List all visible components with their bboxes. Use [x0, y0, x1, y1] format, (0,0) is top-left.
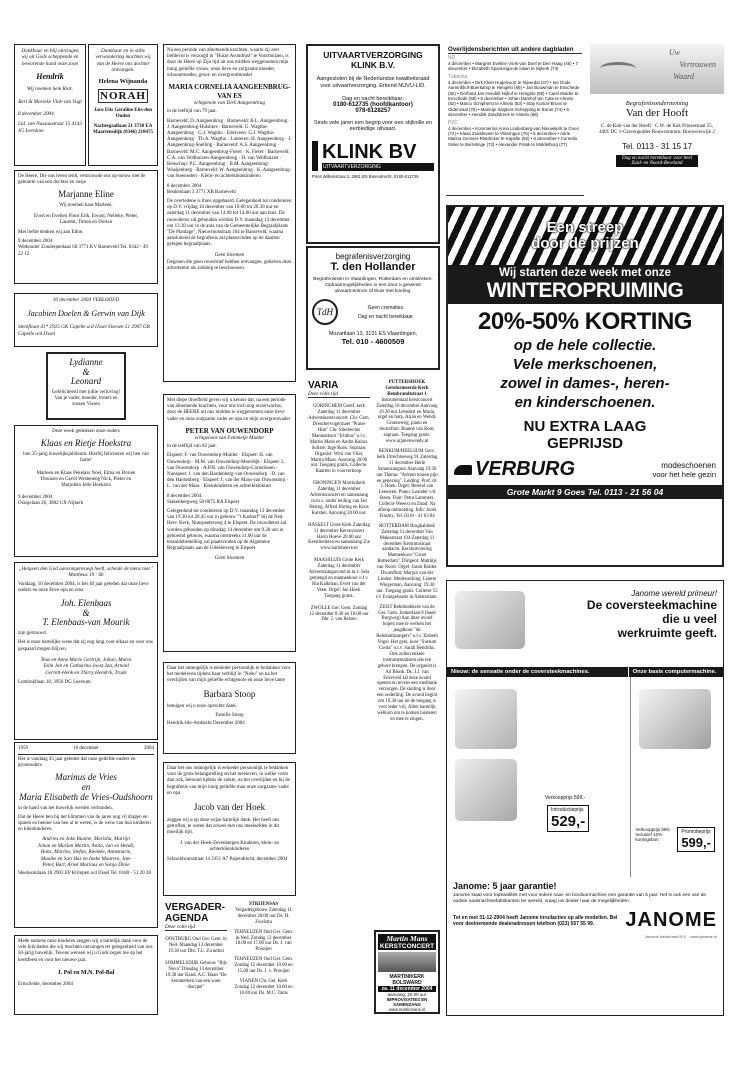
rotterdam-text: ROTTERDAM Brugkabinek Zaterdag 11 december Van Maleastraat 194 Zaterdag 11 december Kerstmusicaal aandacht. Kerstuitvoering Mannenkoor "Groot Rotterdam". Dirigent: Matthijs van Noort. Orgel: Jason Bolder. Dwarsfluit: Marjon van der Linden. Medewerking: Lisette Wiegerman. Aanvang: 19.30 uur. Toegang gratis. Collecte 15 t/v Evangelisatie in Amsterdam.: [376, 523, 438, 600]
mans-url: www.martinmans.nl: [388, 1007, 426, 1012]
hooft-logo-3: Waard: [673, 72, 694, 81]
agenda-item: VIANEN Chr. Ger. Kerk Zondag 12 december 10.00 en 16.00 uur Ds. M.C. Tanis: [234, 978, 293, 996]
varia-item: GORINCHEM Geref. kerk Zaterdag 11 december Adventskerstconcert. Chr. Gem. Dreschervogermaer "Praise Him" Chr. Sliedrechts Mannenkoor "Ichthus" o.l.v. Martin Mans en Andre Kaiser. Soliste: Inge Roos. Sopraan. Organist: Wim van Vliet, Martin Mans. Aanvang 20.00 uur. Toegang gratis. Collecte. Kaarten in voorverkoop.: [308, 404, 370, 475]
birth-call: Wij noemen haar Marleen.: [59, 203, 113, 209]
thanks-family: Familie Stoop: [215, 712, 244, 718]
sale-line: Vele merkschoenen,: [512, 356, 658, 373]
klink-text: Aangesloten bij de Nederlandse kwaliteitsraad voor uitvaartverzorging. Erkend NUVU-LID.: [316, 76, 430, 89]
obituaries-other-papers: [446, 44, 584, 196]
anniv-address: Sleelusmilaan 18 2903 EP Krimpen a/d IJssel Tel. 0180 - 51 20 28: [18, 871, 151, 877]
banner-line-2: door de prijzen: [531, 235, 639, 252]
varia-column: [306, 378, 372, 1012]
anniv-date: 9 december 2004: [18, 495, 53, 501]
martin-mans-ad: [374, 930, 440, 1014]
agenda-column-1: [163, 900, 229, 1015]
janome-bar-1: Nieuw: de sensatie onder de coversteekmachines.: [451, 669, 590, 675]
anniv-thanks: Dat de Heere hen bij het klimmen van de jaren nog vil dragen en sparen en betone van hen al te weten, is de wens van hun kinderen en kleinkinderen.: [18, 814, 151, 833]
name-and: &: [82, 608, 90, 619]
verburg-logo: [454, 458, 575, 481]
name-and: en: [81, 781, 91, 792]
anniv-year-now: 2004: [144, 746, 154, 751]
banner-line-1: Een streep: [546, 219, 624, 236]
birth-name: Hendrik: [36, 72, 64, 82]
obit-age: in de leeftijd van 79 jaar.: [167, 109, 217, 115]
birth-address: Ltd. van Nassaustraat 15 4143 JG Leerdam: [18, 121, 82, 134]
birth-ad-marjanne: [14, 170, 158, 284]
anniv-intro: Deze week gedenken onze ouders: [52, 429, 120, 434]
klink-title: UITVAARTVERZORGING KLINK B.V.: [323, 50, 423, 70]
hooft-image: [590, 44, 724, 94]
janome-top-1: Janome wereld primeur!: [631, 589, 717, 598]
janome-ad: [446, 580, 724, 1016]
janome-top-4: werkruimte geeft.: [617, 626, 717, 640]
thanks-address: Schooldwarsstraat 14 3351 A7 Papendrecht, december 2004: [167, 857, 288, 863]
engagement-address: Steniflaan 41* 2925 GK Capelle a/d IJssel Sleesen 51 2907 GR Capelle a/d IJssel: [18, 324, 150, 337]
anniv-text: in de hand van het huwelijk werden verbonden.: [18, 805, 113, 811]
birth-call: Wij noemen hem Rick.: [26, 86, 74, 93]
discount: 20%-50% KORTING: [478, 308, 692, 335]
obit-address: Stakenbergweg 58 8075 RA Elspeet: [167, 499, 240, 505]
anniv-thanks: Het is onze hartelijke wens dat zij nog lang voor elkaar en voor ons gespaard mogen blijven.: [18, 640, 153, 652]
obit-text: Met diepe droefheid geven wij u kennis dat, na een periode van afnemende krachten, voor ons toch nog onverwachts, door de HEERE uit ons midden is weggenomen onze lieve vader en onze zorgzame vader en opa en mijn overgrootvader: [167, 398, 291, 422]
name-logo: NORAH: [98, 89, 148, 103]
anniv-text: Vandaag, 10 december 2004, is het 40 jaar geleden dat onze lieve ouders en onze Eeve opa en oma: [18, 581, 149, 594]
hollander-tel: Tel. 010 - 4600509: [341, 337, 405, 347]
thanks-text: Daar het onmogelijk is eenieder persoonlijk te bedanken voor het medeleven tijdens haar verblijf in "Nebo" en na het overlijden van mijn geliefde echtgenote en onze lieve tante: [167, 666, 291, 684]
price-label: Promotieprijs: [681, 829, 711, 835]
hooft-title: Begrafenisonderneming: [625, 100, 689, 107]
anniv-married: zijn getrouwd.: [18, 631, 47, 637]
headline: Wij starten deze week met onze: [499, 267, 671, 279]
congrats-text: Gefeliciteerd met jullie verloving! Van je vader, moeder, broers en zussen Vissen: [51, 390, 121, 408]
price-tag: [677, 827, 715, 852]
brand-sub-2: voor het hele gezin: [652, 469, 716, 479]
paper-text: 4 december • Dirk Klein Hugelvoort te Nijverdal (37) • Ine Oude Aarninkhof-Boerkamp te Hengelo (69) • Jan Bouwman te Enschede (82) • Gerhard Jan Hendrik Nijhof te Hengelo (89) • Carel Mulder te Enschede (58) • 5 december • Johan Damhof ten Cate te Almelo (82) • Marco Schipherst te Almelo (53) • Stay Kumar-Bruns te Oldenzaal (75) • Marietje Snijders-Schepping te Borne (74) • 6 december • Hendrik Zandstreek te Almelo (68): [448, 79, 580, 118]
engagement-date: 10 december 2004 VERLOOFD: [52, 297, 120, 303]
birth-date: 9 december 2004: [18, 239, 53, 245]
product-image: [455, 759, 517, 821]
machine-image: [455, 591, 525, 649]
janome-tag-text: Janome staat voor topkwaliteit met voor iedere naai- en borduurmachine een garantie van 5 jaar. Het is ook een van de oudste naaimachinefabrikanten ter wereld, vraag uw dealer naar de mogelijkheden.: [453, 893, 707, 904]
thanks-name: Barbara Stoop: [203, 688, 256, 699]
varia-title: VARIA: [308, 380, 339, 391]
hooft-address: C. de Kok-van der Hooft · C.W. de Kok Prinsestraat 55, 4401 DC 's-Gravenpolder Rouwcentrum: Brouwerswijk 2: [599, 124, 715, 136]
birth-ad-norah: [88, 44, 158, 166]
paper-tag: Tubantia: [448, 73, 468, 80]
agenda-column-2: [231, 900, 296, 1015]
hooft-name: Van der Hooft: [625, 107, 689, 119]
thanks-ad-polbal: [14, 935, 158, 1015]
klink-tel-intro: Dag en nacht bereikbaar:: [342, 95, 404, 102]
varia-sub: Deze volle tijd: [308, 391, 370, 398]
verburg-address: Grote Markt 9 Goes Tel. 0113 - 21 56 04: [448, 485, 722, 499]
anniv-text: hun 35-jarig huwelijksjubileum. Hierbij feliciteren wij hen van harte!: [23, 452, 149, 464]
anniv-verse: „Hetgeen den God aanvangenvoegt heeft, scheide de mens niet." Mattheus 19 : 6b: [18, 566, 154, 579]
klink-tel-2: 078-6128257: [355, 107, 391, 114]
name-2: Leonard: [70, 376, 102, 386]
anniv-address: Oranjelaan 26, 3802 CX Nijkerk: [18, 501, 84, 507]
birth-address: Nachtegaallaan 21 3738 EA Maartensdijk (0346) 218475: [93, 124, 153, 136]
hollander-name: T. den Hollander: [330, 261, 416, 273]
anniv-year-start: 1959: [18, 746, 28, 751]
birth-parents: Jaco Eits Geraline Eits-den Ouden: [93, 107, 153, 119]
janome-top-2: De coversteekmachine: [586, 598, 717, 612]
janome-bar-2: Onze basis computermachine.: [628, 667, 723, 677]
klink-logo: [312, 141, 434, 171]
hooft-ad: [590, 44, 724, 198]
anniv-children: Marleen en Klaas Pekelaar Noel, Elma en Dorien Douizen en Gerrit Westeneng Nick, Pieter en Marjolein Jelle Hoekstra: [36, 470, 136, 489]
verburg-ad: [446, 205, 724, 567]
agenda-item: TERNEUZEN Oud Ger. Gem. Zondag 12 december 10.00 en 15.00 uur Ds. J. v. Prooijen: [234, 957, 293, 975]
agenda-item: TERNEUZEN Oud Ger. Gem. in Ned. Zondag 12 december 18.00 en 17.00 uur Ds. J. van Prooijen: [234, 929, 293, 953]
anniv-date: 10 december: [73, 746, 99, 751]
agenda-item: Vergadergebouw Zaterdag 11 december 20.00 uur Ds. H. Zweistra: [235, 907, 292, 925]
mans-time: aanvang: 20.00 uur: [387, 992, 427, 997]
hollander-text: Begrafenissen in Vlaardingen, Rotterdam en omstreken. Opbaarmogelijkheden in een door u gewenst uitvaartcentrum of thuis met koeling.: [313, 277, 433, 294]
engagement-ad-jacobien: [14, 293, 158, 347]
paper-tag: ND: [448, 55, 456, 61]
obit-date: 8 december 2004: [167, 493, 202, 499]
hollander-ad: [306, 246, 440, 370]
name-and: &: [82, 367, 90, 377]
birth-thanks: Met liefde denken wij aan Eline.: [18, 230, 84, 236]
sale-line: zowel in dames-, heren-: [500, 375, 670, 392]
name-2: T. Elenbaas-van Mourik: [42, 617, 130, 628]
mans-sub: KERSTCONCERT: [379, 943, 435, 950]
hollander-hours: Dag en nacht bereikbaar.: [358, 313, 414, 320]
birth-ad-hendrik: [14, 44, 86, 166]
overlijden-title: Overlijdensberichten uit andere dagbladen: [448, 46, 582, 54]
zebra-banner: [448, 207, 722, 265]
price-old: Verkoopprijs 699,- Inclusief 10% kortingsbon: [635, 827, 672, 842]
product-image: [455, 689, 517, 749]
price-label: Introductieprijs: [551, 807, 584, 813]
mans-date: za. 11 december 2004: [378, 986, 436, 992]
price-old: Verkoopprijs 599,-: [545, 795, 586, 801]
name-2: Maria Elisabeth de Vries-Oudshoorn: [19, 791, 153, 802]
thanks-ad-stoop: [163, 662, 296, 754]
mans-place: MARTINIKERK BOLSWARD: [389, 974, 425, 986]
obit-funeral: De overledene is thuis opgebaard. Gelegenheid tot condoleren op D.V. vrijdag 10 december van 19.00 tot 20.30 uur en zaterdag 11 december van 14.00 tot 14.00 uur aan huis. De rouwdienst zal gehouden worden D.V. maandag 13 december om 13.30 uur in de aula van de Gemeentelijke Begraafplaats "De Plantage", Nieuwmonstraat 164 te Barneveld, waarna aansluitend de begrafenis zal plaatsvinden op de daartoe gelegen begraafplaats.: [167, 199, 292, 248]
birth-parents: Evert en Evelien Floor Erik, Ewout, Nelleke, Pieter, Laurent, Timon en Dorien: [33, 213, 139, 225]
birth-intro: Dankbaar en in stille verwondering mochten wij van de Heere ons dochter ontvangen.: [95, 48, 151, 74]
janome-tagline: Janome: 5 jaar garantie!: [453, 881, 557, 891]
renkum-text: RENKUM/HEELSUM Gerc. kerk Utrechtseweg 91 Zaterdag 11 december Herle Samenzanguur Aanvang 19.30 uur Thema: "Advent tussen pijn en genezing". Leiding: Prof. dr. J. Hoek. Orgel: Berend van Leeuwen. Piano: Leander v/d Steen. Fluit: Petra Lammers. Collecte Weeext en Daad. Na afloop ontmoeting. Info: Joost Frasmy, Tel. 0318 - 41 63 84: [376, 448, 438, 519]
birth-name: Marjanne Eline: [58, 189, 114, 200]
puttershoek-text: Instrumentaal kerstconcert Zaterdag 18 december Aanvang 19.30 uur Leendert en Maria, orgel en harp. Arjan en Wendy Groeneweg, piano en dwarsfluit. Bianne van Rom, sopraan. Toegang gratis. www.arjanenwendy.nl: [376, 397, 438, 445]
janome-top: [447, 581, 723, 667]
agenda-title: STRIJENSAS: [248, 902, 279, 907]
obit-family: Barneveld: D. Aangeenbrug · Barneveld: B.L. Aangeenbrug · J. Aangeenbrug-Hulsbers · Barneveld: G. Wagtho-Aangeenbrug · G.J. Wagtho · Ederveen: G.J. Wagtho-Aangeenbrug · Th.A. Wagtho · Lunteren: H. Aangeenbrug · J. Aangeenbrug-Snelling · Barneveld: A.S. Aangeenbrug · Barneveld: M.C. Aangeenbrug-Fieret · K. Fieret · Barneveld: C.A. van Veldhuizen-Aangeenbrug · H. van Veldhuizen · Benschop: P.C. Aangeenbrug · B.M. Aangeenbrug-Waaijenberg · Barneveld: W. Aangeenbrug · K. Aangeenbrug-van Steenselen · Klein- en achterkleinkinderen: [167, 118, 292, 180]
hooft-logo-1: Uw: [668, 48, 680, 57]
obituary-ouwendorp: [163, 394, 296, 652]
birth-address: Wethouder Zonderpenlaan 60 3771 KV Barneveld Tel. 0342 - 49 22 12: [18, 245, 148, 257]
hollander-logo-icon: TdH: [312, 299, 338, 325]
thanks-place: Ermchelde, december 2004: [18, 981, 73, 987]
sale-line: en kinderschoenen.: [514, 394, 656, 411]
puttershoek-column: [374, 378, 440, 838]
sale-line: op de hele collectie.: [513, 337, 657, 354]
obit-text: Na een periode van afnemende krachten, waarin zij zeer liefdevol is verzorgd in "Huize Avondrust" te Voorthuizen, is door de Heere op Zijn tijd uit ons midden weggenomen mijn innig geliefde vrouw, onze lieve en zorgzame moeder, schoonmoeder, groot- en overgrootmoeder: [167, 48, 289, 78]
hooft-tel: Tel. 0113 - 31 15 17: [621, 142, 693, 152]
paper-text: 4 december • Margriet Eveline Vonk-van Doel te Den Haag (45) • 7 december • Elizabeth Spanninga-de Haan te Nijkerk (74): [448, 61, 578, 72]
thanks-text: Daar het ons onmogelijk is eenieder persoonlijk te bedanken voor de grote belangstelling en het meeleven, in welke vorm dan ook, betoond tijdens de ziekte, na het overlijden en bij de begrafenis van mijn innig geliefde man onze zorgzame vader en opa: [167, 766, 290, 796]
obit-family: Elspeet: F. van Ouwendorp-Mulder · Elspeet: H. van Ouwendorp · M.M. van Ouwendorp-Moerdijk · Elspeet: L. van Ouwendorp · A.P.H. van Ouwendorp-Cornelissen · Nunspeet: J. van den Hardenberg-van Ouwendorp · D. van den Hardenberg · Elspeet: J. van der Mass-van Ouwendorp · L. van der Maas · Kleinkinderen en achterkleinkind: [167, 453, 289, 490]
price-value: 529,-: [551, 813, 586, 830]
janome-cta: Tot en met 31-12-2004 heeft Janome inruilacties op alle modellen. Bel voor deelnemende dealeradressen telefoon (023) 557 55 99.: [453, 914, 618, 927]
product-image: [639, 689, 711, 749]
agenda-title: VERGADER-AGENDA: [165, 902, 226, 924]
engagement-names: Jacobien Doelen & Gerwin van Dijk: [27, 309, 145, 319]
hooft-logo-2: Vertrouwen: [679, 60, 716, 69]
varia-item: HASSELT Grote Kerk Zaterdag 11 december Kerstconcert Harm Hoeve 20.00 uur Kerstliederen en samenzang Zie www.harmhoeve.nl: [308, 522, 370, 552]
anniversary-ad-elenbaas: [14, 562, 158, 740]
anniv-intro: Het is vandaag 45 jaar geleden dat onze geliefde ouders en grootouders: [18, 757, 136, 769]
anniv-children: Teus en Anne Marie Gertrijn, Johan, Marta Tolm Jan en Catharina Joost Jan, Arnold Gerrett-Henk en Thirry Hendrik, Trude: [40, 656, 132, 676]
anniversary-ad-hoekstra: [14, 425, 158, 557]
church-image: [378, 952, 436, 972]
obit-funeral: Gelegenheid tot condoleren op D.V. maandag 13 december van 19.30 tot 20.45 uur in gebouw "'t Karkerf" bij de Ned. Herv. Kerk, Nunspeeterweg 4 te Elspeet. De rouwdienst zal worden gehouden op dinsdag 14 december om 9.30 uur in genoemd gebouw, waarna omstreeks 11.00 uur de teraardebestelling zal plaatsvinden op de Algemene Begraafplaats aan de Uddelerweg te Elspeet.: [167, 509, 287, 552]
brand-name: VERBURG: [475, 458, 576, 480]
thanks-family: J. van der Hoek-Zevenbergen Kinderen, klein- en achterkleinkinderen: [179, 840, 280, 852]
price-tag: [547, 805, 589, 832]
birth-intro: Dankbaar en blij ontvingen wij uit Gods scheppende en bewarende hand onze zoon: [21, 48, 79, 67]
birth-date: 8 december 2004: [18, 111, 54, 118]
klink-logo-text: KLINK BV: [322, 141, 417, 164]
anniv-name: Klaas en Rietje Hoekstra: [40, 438, 132, 449]
obit-name: PETER VAN OUWENDORP: [185, 426, 274, 435]
janome-footer: Janome Nederland B.V. · www.janome.nl: [644, 934, 717, 939]
anniv-children: Andries en Joke Bianne, Marisha, Martijn Johan en Marian Martin, Anita, Jan en Hendi, Hans, Marlies, Stefan, Rieneke, Annemarie, Maaike en Sari Bas en Ineke Maarten, Jan-Peter, Bart, Ariek Marinus en Sonja Dinie: [37, 836, 135, 869]
varia-item: GRONINGEN Martinikerk Zaterdag 11 december Adventsconcert en samenzang m.m.v. onder leiding van Jan Hertog, Alfred Hartog en Koos Karsten. Aanvang 20.00 uur.: [309, 481, 369, 516]
anniversary-ad-devries: [14, 742, 158, 928]
janome-logo: JANOME: [625, 909, 717, 931]
obit-age: in de leeftijd van 82 jaar.: [167, 444, 217, 450]
puttershoek-title: PUTTERSHOEK Gereformeerde Kerk Rembrandtstraat 1: [385, 380, 429, 397]
birth-intro: De Heere, Die ons leven leidt, vertrouwde ons op-nieuw met de geboorte van een dochter en zusje: [18, 174, 146, 186]
brand-sub-1: modeschoenen: [661, 460, 716, 470]
thanks-name: J. Pol en M.N. Pol-Bal: [57, 969, 115, 976]
engagement-ad-lydianne: [46, 352, 126, 420]
klink-tel-1: 0180-612735 (hoofdkantoor): [333, 101, 413, 108]
obit-address: Beukenlaan 3 3771 XB Barneveld: [167, 189, 236, 195]
klink-footer: Prins Willemstraat 2, 2951 BS Barendrecht, 0180-612735: [312, 174, 419, 180]
varia-item: MAASSLUIS Grote Kerk Zaterdag 11 december Adventszangavond m.m.v. Sela gemengd en mannenkoor o.l.v. Ria Kalkman, Evert van der Veen. Orgel: Jan Hoek. Toegang gratis.: [308, 558, 370, 599]
hollander-title: begrafenisverzorging: [335, 252, 411, 261]
agenda-item: OOSTBURG Oud Ger. Gem. in Ned. Maandag 13 december 19.30 uur Dhr. T.L. Zwartbol: [165, 937, 227, 955]
name-1: Joh. Elenbaas: [60, 598, 112, 609]
thanks-line: betuigen wij u onze oprechte dank.: [167, 703, 237, 709]
obituary-aangeenbrug: [163, 44, 296, 382]
obit-date: 8 december 2004: [167, 183, 202, 189]
extra-low: NU EXTRA LAAG GEPRIJSD: [523, 418, 647, 452]
zeist-text: ZEIST Rehobothkerk van de Ger. Gem. Jonkerlaan 8 (hoek Burgweg) Aan deze avond hopen mee te werken het jeugdkoor "de Rehobothzangers" o.l.v. Elsbeth Vogel. Het gem. koor "Sursum Corda" o.l.v. Sarah Hendriks. Ook zullen enkele instrumentalisten iets ten gehore brengen. De organist is Ad Blonk. Ds. J.J. van Eckeveld zal deze avond openen en tevens een meditatie verzorgen. De sluiting is door een ouderling. De avond begint om 19.30 uur en de toegang is voor ieder vrij. Allen hartelijk welkom om te komen luisteren en mee te zingen.: [376, 604, 438, 722]
birth-name: Helena Wijnanda: [98, 77, 148, 85]
mans-note: IMPROVISATIES EN SAMENZANG: [386, 997, 428, 1007]
hollander-cremation: Geen crematies.: [367, 304, 405, 311]
obit-note: Degenen die geen rouwbrief hebben ontvangen, gelieven deze advertentie als zodanig te beschouwen.: [167, 260, 292, 272]
thanks-name: Jacob van der Hoek: [193, 802, 266, 813]
agenda-item: SOMMELSDIJK Gebouw "Rijs Nova" Dinsdag 14 december 19.30 uur Kand. A.C. Baan "De kemmerken van een ware discipel": [165, 961, 227, 990]
obit-no-flowers: Geen bloemen: [214, 251, 245, 258]
agenda-sub: Deze volle tijd: [165, 924, 227, 931]
obit-sub: echtgenote van Dirk Aangeenbrug: [193, 100, 266, 107]
obit-name: MARIA CORNELIA AANGEENBRUG-VAN ES: [168, 83, 291, 100]
shoe-icon: [454, 465, 472, 475]
paper-text: 4 december • Kommerina Anna Lindenberg-van Nieuwkerk te Goes (72) • Klaas Zuiddeveer te Vlissingen (76) • 6 december • Adrie Marina Gemser-Rietdrcker te Kapelle (92) • 6 december • Cornelia Sinke te Biezelinge (72) • Alexander Polak te Middelburg (77): [448, 125, 579, 147]
hollander-address: Mozartlaan 13, 3131 ES Vlaardingen,: [328, 331, 418, 338]
anniv-address: Lombokllaan 18, 3956 DG Leersum: [18, 680, 91, 686]
name-1: Marinus de Vries: [55, 771, 117, 782]
varia-item: ZWOLLE Ger. Gem. Zondag 12 december 8.30 en 18.00 uur Dhr. J. van Belzen: [309, 605, 369, 623]
klink-logo-sub: UITVAARTVERZORGING: [322, 163, 434, 171]
winter-sale: WINTEROPRUIMING: [486, 279, 684, 302]
paper-tag: PZC: [448, 119, 458, 126]
thanks-text: Mede namens onze kinderen zeggen wij u hartelijk dank voor de vele felicitaties die wij mochten ontvangen ter gelegenheid van ons 50-jarig huwelijk. Tevens wensen wij u Gods zegen toe op het kerstfeest en voor het nieuwe jaar.: [18, 939, 153, 963]
janome-top-3: die u veel: [662, 612, 717, 626]
name-1: Lydianne: [69, 357, 103, 367]
mans-title: Martin Mans: [378, 934, 436, 943]
price-value: 599,-: [681, 835, 711, 850]
thanks-line: zeggen wij u op deze wijze hartelijk dank. Het heeft ons getroffen, te weten dat zoveel met ons meeleefden in dit moeilijk tijd.: [167, 818, 280, 836]
hooft-footer: Dag en nacht bereikbaar voor heel Zuid- en Noord-Beveland: [616, 155, 698, 167]
obit-no-flowers: Geen bloemen: [214, 555, 245, 562]
klink-note: Sinds vele jaren een begrip voor een stijlvolle en eerbiedige uitvaart.: [313, 119, 433, 133]
klink-ad: [306, 44, 440, 244]
bird-icon: [600, 62, 636, 75]
thanks-place: Hendrik-Ido-Ambacht December 2004: [167, 721, 245, 727]
birth-parents: Bert & Marieke Vlok-van Vugt: [18, 98, 82, 105]
obit-sub: echtgenoot van Femmetje Mulder: [194, 434, 265, 441]
thanks-ad-hoek: [163, 762, 296, 896]
